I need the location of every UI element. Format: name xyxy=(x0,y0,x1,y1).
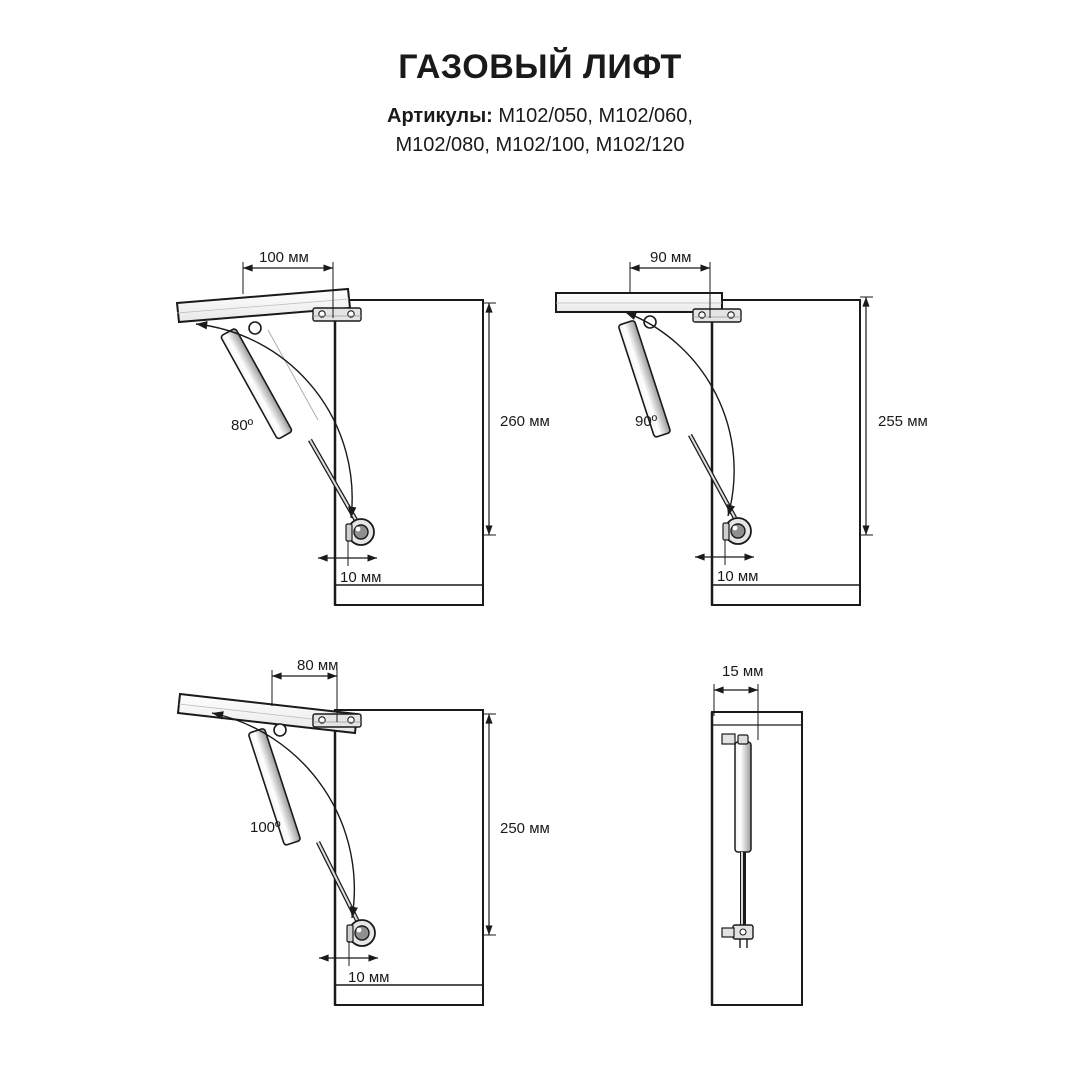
dim-side-label-tl: 260 мм xyxy=(500,413,550,430)
articles-label: Артикулы: xyxy=(387,105,493,127)
dim-side-tl xyxy=(483,303,550,535)
dim-top-label-tr: 90 мм xyxy=(650,249,692,266)
dim-side-label-tr: 255 мм xyxy=(878,413,928,430)
dim-side-label-bl: 250 мм xyxy=(500,820,550,837)
diagram-bottom-left xyxy=(178,657,550,1005)
angle-label-bl: 100º xyxy=(250,819,281,836)
diagram-bottom-right xyxy=(712,663,802,1005)
bracket-tr xyxy=(693,309,741,322)
dim-bottom-label-bl: 10 мм xyxy=(348,969,390,986)
dim-top-label-tl: 100 мм xyxy=(259,249,309,266)
angle-label-tl: 80º xyxy=(231,417,254,434)
bracket-tl xyxy=(313,308,361,321)
dim-bottom-label-tl: 10 мм xyxy=(340,569,382,586)
dim-bottom-label-tr: 10 мм xyxy=(717,568,759,585)
dim-top-label-br: 15 мм xyxy=(722,663,764,680)
dim-top-label-bl: 80 мм xyxy=(297,657,339,674)
angle-label-tr: 90º xyxy=(635,413,658,430)
dim-side-tr xyxy=(860,297,928,535)
articles-line-2: M102/080, M102/100, M102/120 xyxy=(395,134,685,156)
dim-side-bl xyxy=(483,714,550,935)
articles-line-1: M102/050, M102/060, xyxy=(492,105,693,127)
page-title: ГАЗОВЫЙ ЛИФТ xyxy=(398,48,682,86)
diagram-top-right xyxy=(556,249,928,605)
diagram-top-left xyxy=(177,249,550,605)
